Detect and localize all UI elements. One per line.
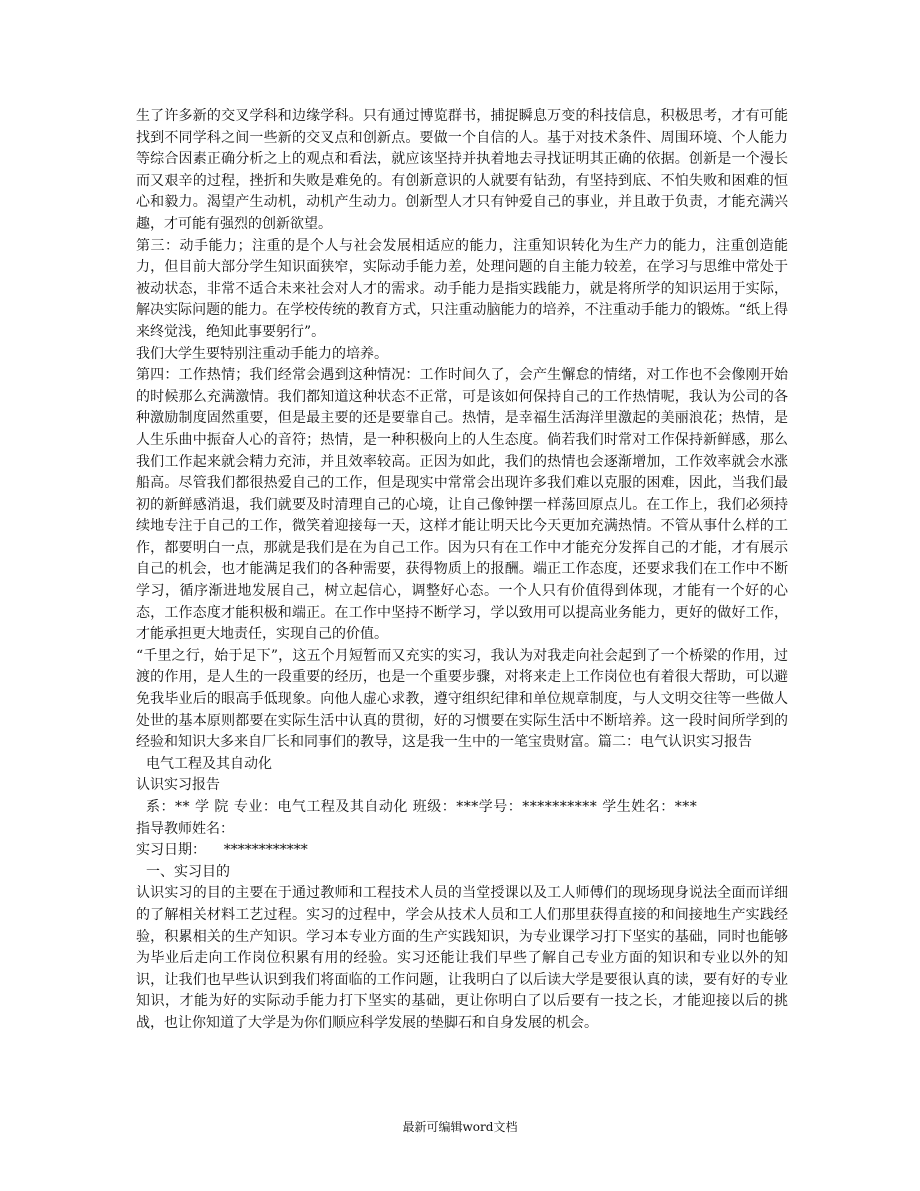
paragraph-work-enthusiasm: 第四：工作热情；我们经常会遇到这种情况：工作时间久了，会产生懈怠的情绪，对工作也不会像刚开始的时候那么充满激情。我们都知道这种状态不正常，可是该如何保持自己的工作热情呢，我认为公司的各种激励制度固然重要，但是最主要的还是要靠自己。热情，是幸福生活海洋里激起的美丽浪花；热情，是人生乐曲中振奋人心的音符；热情，是一种积极向上的人生态度。倘若我们时常对工作保持新鲜感，那么我们工作起来就会精力充沛，并且效率较高。正因为如此，我们的热情也会逐渐增加，工作效率就会水涨船高。尽管我们都很热爱自己的工作，但是现实中常常会出现许多我们难以克服的困难，因此，当我们最初的新鲜感消退，我们就要及时清理自己的心境，让自己像钟摆一样荡回原点儿。在工作上，我们必须持续地专注于自己的工作，微笑着迎接每一天，这样才能让明天比今天更加充满热情。不管从事什么样的工作，都要明白一点，那就是我们是在为自己工作。因为只有在工作中才能充分发挥自己的才能，才有展示自己的机会，也才能满足我们的各种需要，获得物质上的报酬。端正工作态度，还要求我们在工作中不断学习，循序渐进地发展自己，树立起信心，调整好心态。一个人只有价值得到体现，才能有一个好的心态，工作态度才能积极和端正。在工作中坚持不断学习，学以致用可以提高业务能力，更好的做好工作，才能承担更大地责任，实现自己的价值。 (136, 367, 788, 643)
paragraph-innovation: 生了许多新的交叉学科和边缘学科。只有通过博览群书，捕捉瞬息万变的科技信息，积极思考，才有可能找到不同学科之间一些新的交叉点和创新点。要做一个自信的人。基于对技术条件、周围环境、个人能力等综合因素正确分析之上的观点和看法，就应该坚持并执着地去寻找证明其正确的依据。创新是一个漫长而又艰辛的过程，挫折和失败是难免的。有创新意识的人就要有钻劲，有坚持到底、不怕失败和困难的恒心和毅力。渴望产生动机，动机产生动力。创新型人才只有钟爱自己的事业，并且敢于负责，才能充满兴趣，才可能有强烈的创新欲望。 (136, 108, 788, 232)
paragraph-hands-on-emphasis: 我们大学生要特别注重动手能力的培养。 (136, 345, 388, 362)
paragraph-internship-summary: “千里之行，始于足下”，这五个月短暂而又充实的实习，我认为对我走向社会起到了一个桥梁的作用，过渡的作用，是人生的一段重要的经历，也是一个重要步骤，对将来走上工作岗位也有着很大帮助，可以避免我毕业后的眼高手低现象。向他人虚心求教，遵守组织纪律和单位规章制度，与人文明交往等一些做人处世的基本原则都要在实际生活中认真的贯彻，好的习惯要在实际生活中不断培养。这一段时间所学到的经验和知识大多来自厂长和同事们的教导，这是我一生中的一笔宝贵财富。篇二：电气认识实习报告 (136, 647, 788, 751)
section-heading-purpose: 一、实习目的 (146, 863, 230, 880)
internship-date-line: 实习日期： ************ (136, 842, 308, 859)
paragraph-internship-purpose: 认识实习的目的主要在于通过教师和工程技术人员的当堂授课以及工人师傅们的现场现身说法全面而详细的了解相关材料工艺过程。实习的过程中，学会从技术人员和工人们那里获得直接的和间接地生产实践经验，积累相关的生产知识。学习本专业方面的生产实践知识，为专业课学习打下坚实的基础，同时也能够为毕业后走向工作岗位积累有用的经验。实习还能让我们早些了解自己专业方面的知识和专业以外的知识，让我们也早些认识到我们将面临的工作问题，让我明白了以后读大学是要很认真的读，要有好的专业知识，才能为好的实际动手能力打下坚实的基础，更让你明白了以后要有一技之长，才能迎接以后的挑战，也让你知道了大学是为你们顺应科学发展的垫脚石和自身发展的机会。 (136, 885, 788, 1031)
report-title: 认识实习报告 (136, 777, 220, 794)
page-footer: 最新可编辑word文档 (402, 1120, 518, 1134)
student-info-line: 系：** 学 院 专业：电气工程及其自动化 班级：***学号：********** 学生姓名：*** (146, 799, 698, 815)
paragraph-hands-on-ability: 第三：动手能力；注重的是个人与社会发展相适应的能力，注重知识转化为生产力的能力，注重创造能力，但目前大部分学生知识面狭窄，实际动手能力差，处理问题的自主能力较差，在学习与思维中常处于被动状态，非常不适合未来社会对人才的需求。动手能力是指实践能力，就是将所学的知识运用于实际，解决实际问题的能力。在学校传统的教育方式，只注重动脑能力的培养，不注重动手能力的锻炼。“纸上得来终觉浅，绝知此事要躬行”。 (136, 237, 788, 340)
report-major-title: 电气工程及其自动化 (146, 755, 272, 772)
advisor-name-line: 指导教师姓名： (136, 820, 234, 837)
document-body (136, 106, 788, 1035)
